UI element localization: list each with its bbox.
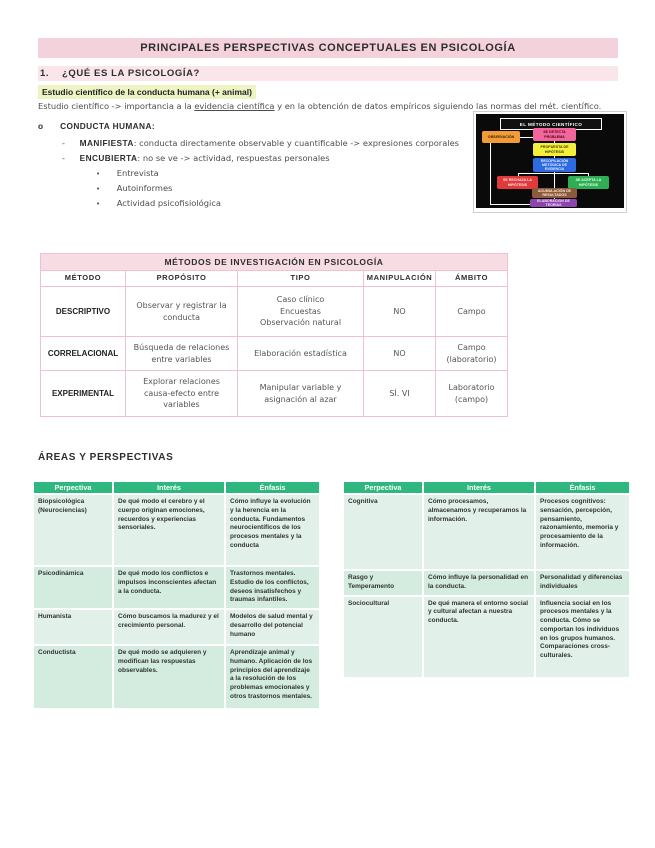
dash-icon: - <box>62 138 65 148</box>
list-item <box>96 198 221 208</box>
dash-icon: - <box>62 153 65 163</box>
intro-pre: Estudio científico -> importancia a la <box>38 101 195 111</box>
perspective-emphasis: Aprendizaje animal y humano. Aplicación de los principios del aprendizaje a la resolución de los problemas emocionales y otros trastornos mentales. <box>225 645 320 709</box>
connector-line <box>520 137 534 138</box>
perspective-name: Sociocultural <box>343 596 423 678</box>
method-scope: Campo (laboratorio) <box>436 337 508 371</box>
column-header: PROPÓSITO <box>126 271 238 287</box>
flowchart-node-observacion: OBSERVACIÓN <box>482 131 520 143</box>
perspective-name: Rasgo y Temperamento <box>343 570 423 596</box>
circle-bullet-icon: o <box>38 121 44 131</box>
perspective-emphasis: Cómo influye la evolución y la herencia en la conducta. Fundamentos neurocientíficos de los procesos mentales y la conducta <box>225 494 320 566</box>
manifiesta-term: MANIFIESTA <box>79 138 134 148</box>
flowchart-title: EL MÉTODO CIENTÍFICO <box>500 118 602 130</box>
intro-underlined: evidencia científica <box>194 101 275 111</box>
flowchart-node-rechaza: SE RECHAZA LA HIPÓTESIS <box>497 176 538 189</box>
scientific-method-flowchart <box>476 114 624 208</box>
perspective-name: Biopsicológica (Neurociencias) <box>33 494 113 566</box>
method-purpose: Observar y registrar la conducta <box>126 287 238 337</box>
perspective-emphasis: Personalidad y diferencias individuales <box>535 570 630 596</box>
perspectives-table-left <box>33 481 320 709</box>
perspective-name: Humanista <box>33 609 113 645</box>
method-name: EXPERIMENTAL <box>41 371 126 417</box>
perspective-name: Conductista <box>33 645 113 709</box>
perspective-emphasis: Influencia social en los procesos mentales y la conducta. Cómo se comportan los individuos en los grupos humanos. Comparaciones cross-culturales. <box>535 596 630 678</box>
scientific-method-figure <box>473 111 627 213</box>
connector-line <box>490 143 491 205</box>
perspective-name: Psicodinámica <box>33 566 113 609</box>
perspective-emphasis: Modelos de salud mental y desarrollo del potencial humano <box>225 609 320 645</box>
list-item <box>96 183 172 193</box>
table-row <box>41 287 508 337</box>
perspective-interest: Cómo influye la personalidad en la conducta. <box>423 570 535 596</box>
conducta-humana-item <box>38 121 155 131</box>
highlighted-definition: Estudio científico de la conducta humana (+ animal) <box>38 85 256 99</box>
column-header: TIPO <box>238 271 364 287</box>
method-name: CORRELACIONAL <box>41 337 126 371</box>
method-purpose: Explorar relaciones causa-efecto entre variables <box>126 371 238 417</box>
method-purpose: Búsqueda de relaciones entre variables <box>126 337 238 371</box>
methods-table-title: MÉTODOS DE INVESTIGACIÓN EN PSICOLOGÍA <box>41 254 508 271</box>
column-header: Interés <box>423 481 535 494</box>
methods-table <box>40 253 508 417</box>
sub-item-label: Actividad psicofisiológica <box>116 198 221 208</box>
encubierta-term: ENCUBIERTA <box>79 153 138 163</box>
column-header: Perpectiva <box>343 481 423 494</box>
manifiesta-item <box>62 138 459 148</box>
column-header: Énfasis <box>225 481 320 494</box>
intro-paragraph <box>38 101 620 111</box>
flowchart-node-acepta: SE ACEPTA LA HIPÓTESIS <box>568 176 609 189</box>
conducta-label: CONDUCTA HUMANA: <box>60 121 155 131</box>
method-scope: Campo <box>436 287 508 337</box>
perspective-interest: Cómo procesamos, almacenamos y recuperamos la información. <box>423 494 535 570</box>
method-type: Elaboración estadística <box>238 337 364 371</box>
flowchart-node-teorias: ELABORACIÓN DE TEORÍAS <box>530 199 577 207</box>
perspective-interest: Cómo buscamos la madurez y el crecimiento personal. <box>113 609 225 645</box>
column-header: Énfasis <box>535 481 630 494</box>
manifiesta-text: : conducta directamente observable y cuantificable -> expresiones corporales <box>133 138 460 148</box>
methods-table-header-row <box>41 271 508 287</box>
column-header: ÁMBITO <box>436 271 508 287</box>
perspective-interest: De qué manera el entorno social y cultural afectan a nuestra conducta. <box>423 596 535 678</box>
section-heading <box>38 66 618 81</box>
bullet-icon: • <box>96 170 101 178</box>
perspective-emphasis: Trastornos mentales. Estudio de los conflictos, deseos insatisfechos y traumas infantiles. <box>225 566 320 609</box>
perspectives-table-right <box>343 481 630 678</box>
table-row <box>41 337 508 371</box>
sub-item-label: Autoinformes <box>116 183 173 193</box>
list-item <box>96 168 159 178</box>
perspective-interest: De qué modo se adquieren y modifican las respuestas observables. <box>113 645 225 709</box>
perspective-interest: De qué modo el cerebro y el cuerpo originan emociones, recuerdos y experiencias sensoriales. <box>113 494 225 566</box>
section-heading-text: ¿QUÉ ES LA PSICOLOGÍA? <box>62 68 200 79</box>
flowchart-node-acumulacion: ACUMULACIÓN DE RESULTADOS <box>532 188 577 198</box>
method-scope: Laboratorio (campo) <box>436 371 508 417</box>
sub-item-label: Entrevista <box>116 168 159 178</box>
perspective-emphasis: Procesos cognitivos: sensación, percepción, pensamiento, razonamiento, memoria y procesamiento de la información. <box>535 494 630 570</box>
bullet-icon: • <box>96 200 101 208</box>
column-header: Perpectiva <box>33 481 113 494</box>
areas-heading: ÁREAS Y PERSPECTIVAS <box>38 452 174 463</box>
section-number: 1. <box>40 68 50 79</box>
column-header: Interés <box>113 481 225 494</box>
intro-post: y en la obtención de datos empíricos siguiendo las normas del mét. científico. <box>274 101 602 111</box>
column-header: MÉTODO <box>41 271 126 287</box>
flowchart-node-hipotesis: PROPUESTA DE HIPÓTESIS <box>533 143 576 156</box>
method-manipulation: SÍ. VI <box>364 371 436 417</box>
method-manipulation: NO <box>364 337 436 371</box>
bullet-icon: • <box>96 185 101 193</box>
perspective-name: Cognitiva <box>343 494 423 570</box>
method-type: Manipular variable y asignación al azar <box>238 371 364 417</box>
column-header: MANIPULACIÓN <box>364 271 436 287</box>
perspective-interest: De qué modo los conflictos e impulsos inconscientes afectan a la conducta. <box>113 566 225 609</box>
method-name: DESCRIPTIVO <box>41 287 126 337</box>
table-row <box>41 371 508 417</box>
connector-line <box>490 204 530 205</box>
method-manipulation: NO <box>364 287 436 337</box>
method-type: Caso clínico Encuestas Observación natural <box>238 287 364 337</box>
flowchart-node-problema: SE DETECTA PROBLEMA <box>533 128 576 141</box>
encubierta-item <box>62 153 330 163</box>
page-title: PRINCIPALES PERSPECTIVAS CONCEPTUALES EN PSICOLOGÍA <box>38 38 618 58</box>
flowchart-node-evidencia: RECOPILACIÓN METÓDICA DE EVIDENCIA <box>533 158 576 172</box>
encubierta-text: : no se ve -> actividad, respuestas personales <box>137 153 330 163</box>
connector-line <box>518 173 588 174</box>
